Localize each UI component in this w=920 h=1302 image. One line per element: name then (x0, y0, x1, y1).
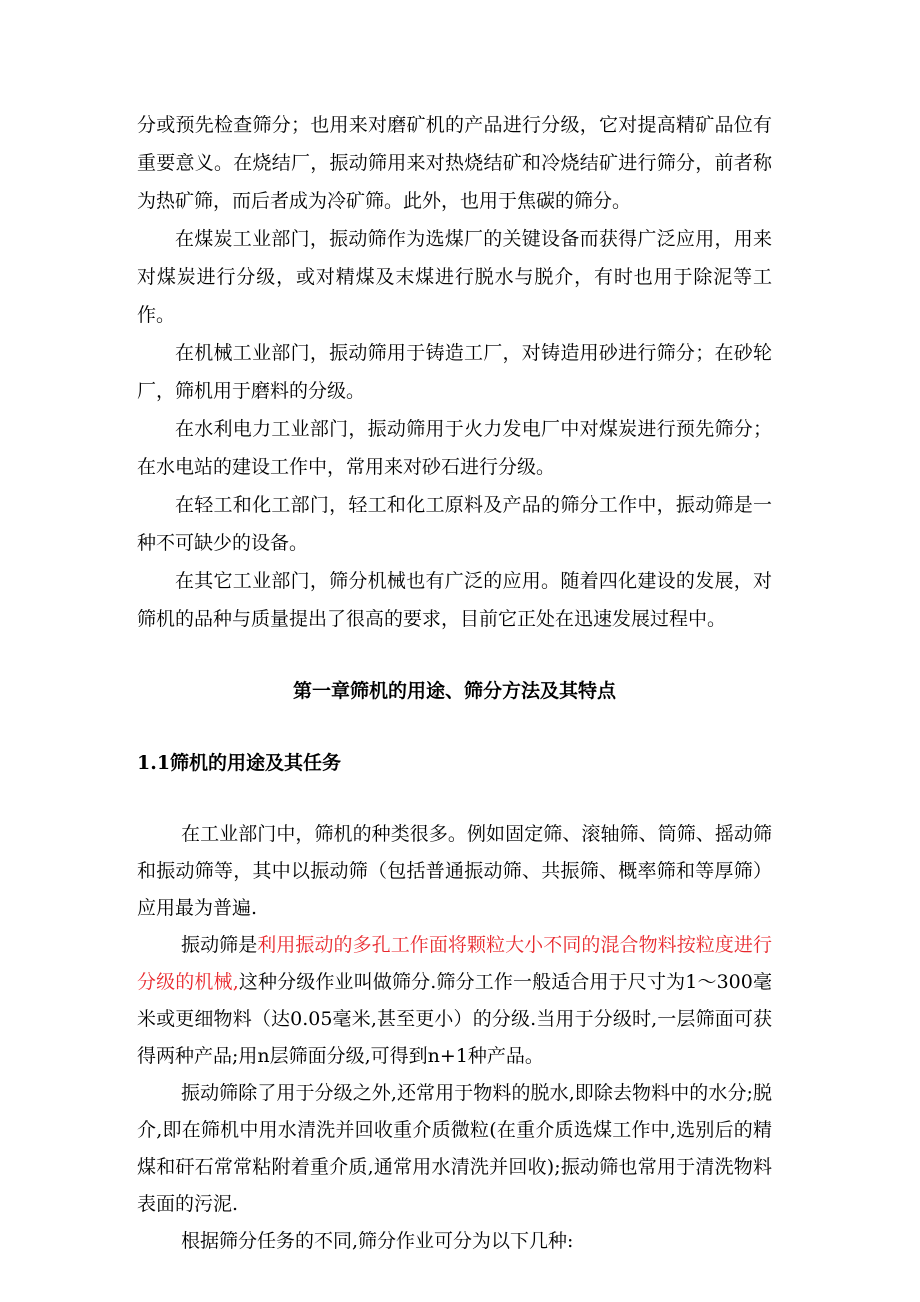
intro-section (137, 106, 772, 638)
paragraph-machinery: 在机械工业部门，振动筛用于铸造工厂，对铸造用砂进行筛分；在砂轮厂，筛机用于磨料的分级。 (137, 342, 772, 402)
definition-rest: 这种分级作业叫做筛分.筛分工作一般适合用于尺寸为1～300毫米或更细物料（达0.05毫米,甚至更小）的分级.当用于分级时,一层筛面可获得两种产品;用n层筛面分级,可得到n+1种产品。 (137, 971, 772, 1067)
definition-highlight: 利用振动的多孔工作面将颗粒大小不同的混合物料按粒度进行分级的机械, (137, 934, 772, 993)
paragraph-screen-definition (137, 927, 772, 1075)
chapter-title: 第一章筛机的用途、筛分方法及其特点 (292, 680, 616, 702)
paragraph-power: 在水利电力工业部门，振动筛用于火力发电厂中对煤炭进行预先筛分；在水电站的建设工作中，常用来对砂石进行分级。 (137, 418, 772, 478)
paragraph-other-industries: 在其它工业部门，筛分机械也有广泛的应用。随着四化建设的发展，对筛机的品种与质量提出了很高的要求，目前它正处在迅速发展过程中。 (137, 570, 772, 630)
paragraph-dewatering: 振动筛除了用于分级之外,还常用于物料的脱水,即除去物料中的水分;脱介,即在筛机中用水清洗并回收重介质微粒(在重介质选煤工作中,选别后的精煤和矸石常常粘附着重介质,通常用水清洗并回收);振动筛也常用于清洗物料表面的污泥. (137, 1082, 772, 1215)
paragraph-screen-types: 在工业部门中，筛机的种类很多。例如固定筛、滚轴筛、筒筛、摇动筛和振动筛等，其中以振动筛（包括普通振动筛、共振筛、概率筛和等厚筛）应用最为普遍. (137, 823, 772, 919)
paragraph-chemical: 在轻工和化工部门，轻工和化工原料及产品的筛分工作中，振动筛是一种不可缺少的设备。 (137, 494, 772, 554)
section-body (137, 816, 772, 1260)
paragraph-mining: 分或预先检查筛分；也用来对磨矿机的产品进行分级，它对提高精矿品位有重要意义。在烧结厂，振动筛用来对热烧结矿和冷烧结矿进行筛分，前者称为热矿筛，而后者成为冷矿筛。此外，也用于焦碳的筛分。 (137, 114, 772, 212)
paragraph-screening-tasks: 根据筛分任务的不同,筛分作业可分为以下几种: (181, 1230, 574, 1252)
section-title: 1.1筛机的用途及其任务 (137, 752, 342, 774)
definition-lead: 振动筛是 (181, 934, 258, 956)
paragraph-coal: 在煤炭工业部门，振动筛作为选煤厂的关键设备而获得广泛应用，用来对煤炭进行分级，或对精煤及末煤进行脱水与脱介，有时也用于除泥等工作。 (137, 228, 772, 326)
